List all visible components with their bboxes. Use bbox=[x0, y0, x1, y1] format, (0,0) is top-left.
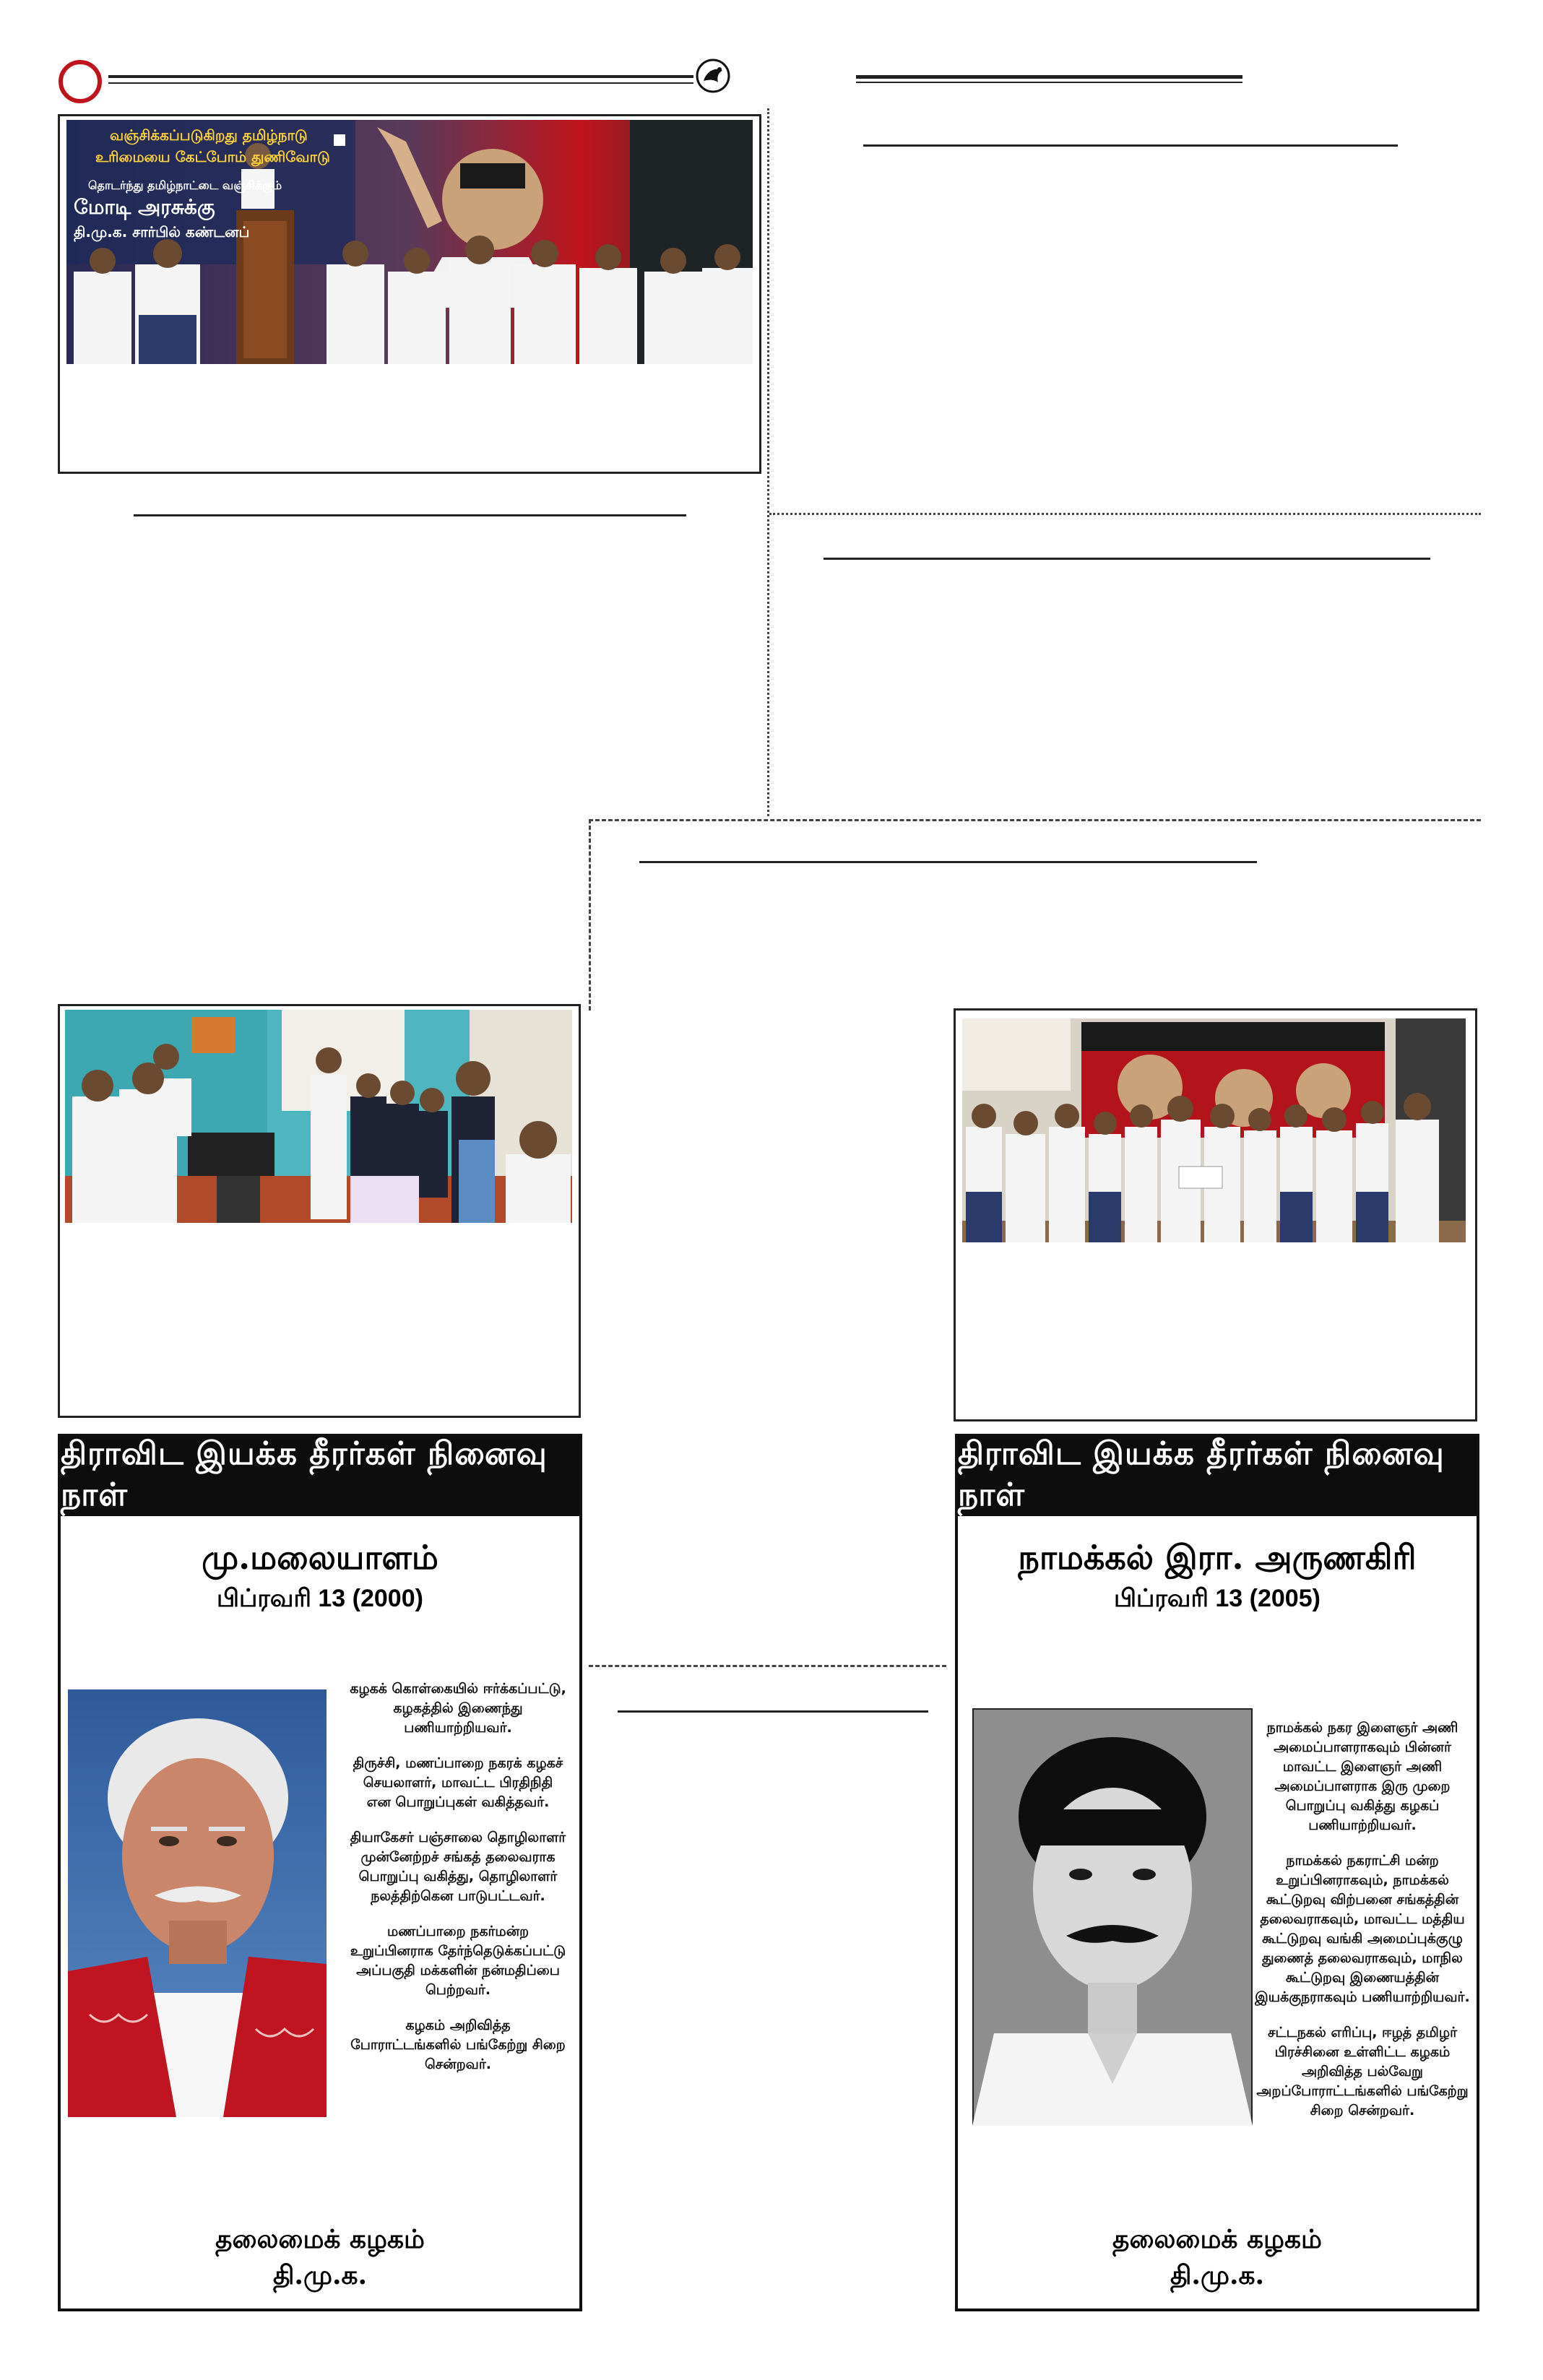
banner-line-1: வஞ்சிக்கப்படுகிறது தமிழ்நாடு bbox=[110, 126, 308, 144]
bio-paragraph: கழகக் கொள்கையில் ஈர்க்கப்பட்டு, கழகத்தில் இணைந்து பணியாற்றியவர். bbox=[350, 1681, 566, 1736]
memorial-bio bbox=[1254, 1718, 1471, 2137]
bio-paragraph: நாமக்கல் நகர இளைஞர் அணி அமைப்பாளராகவும் பின்னர் மாவட்ட இளைஞர் அணி அமைப்பாளராக இரு முறை பொறுப்பு வகித்து கழகப் பணியாற்றியவர். bbox=[1266, 1720, 1458, 1833]
portrait-arunagiri bbox=[972, 1708, 1253, 2126]
memorial-footer-line2: தி.மு.க. bbox=[1170, 2260, 1265, 2290]
memorial-date: பிப்ரவரி 13 (2000) bbox=[217, 1585, 423, 1612]
center-box-left-border bbox=[589, 819, 591, 1011]
bio-paragraph: திருச்சி, மணப்பாறை நகரக் கழகச் செயலாளர், மாவட்ட பிரதிநிதி என பொறுப்புகள் வகித்தவர். bbox=[353, 1755, 563, 1810]
memorial-header: திராவிட இயக்க தீரர்கள் நினைவு நாள் bbox=[61, 1437, 579, 1516]
center-box-top-border bbox=[589, 819, 1481, 821]
center-small-rule bbox=[618, 1710, 928, 1713]
memorial-footer-line2: தி.மு.க. bbox=[272, 2260, 368, 2290]
masthead-right-rule bbox=[856, 75, 1242, 79]
memorial-bio bbox=[350, 1679, 566, 2090]
memorial-footer-line1: தலைமைக் கழகம் bbox=[215, 2224, 425, 2254]
memorial-name: நாமக்கல் இரா. அருணகிரி bbox=[1018, 1538, 1417, 1577]
bio-paragraph: கழகம் அறிவித்த போராட்டங்களில் பங்கேற்று சிறை சென்றவர். bbox=[350, 2017, 566, 2072]
memorial-footer-line1: தலைமைக் கழகம் bbox=[1112, 2224, 1322, 2254]
stage-meeting-photo bbox=[66, 120, 753, 364]
headline-rule-right-2 bbox=[824, 558, 1430, 560]
column-divider-upper bbox=[767, 108, 769, 816]
masthead-rule-top bbox=[108, 75, 693, 78]
memorial-name: மு.மலையாளம் bbox=[202, 1538, 438, 1577]
memorial-header: திராவிட இயக்க தீரர்கள் நினைவு நாள் bbox=[958, 1437, 1477, 1516]
headline-rule-left-1 bbox=[134, 514, 686, 516]
red-circle-icon bbox=[58, 59, 103, 104]
party-emblem-icon bbox=[695, 58, 731, 94]
banner-line-3: தொடர்ந்து தமிழ்நாட்டை வஞ்சிக்கும் bbox=[88, 178, 282, 192]
bio-paragraph: தியாகேசர் பஞ்சாலை தொழிலாளர் முன்னேற்றச் சங்கத் தலைவராக பொறுப்பு வகித்து, தொழிலாளர் நலத்திற்கென பாடுபட்டவர். bbox=[350, 1830, 566, 1904]
bio-paragraph: நாமக்கல் நகராட்சி மன்ற உறுப்பினராகவும், நாமக்கல் கூட்டுறவு விற்பனை சங்கத்தின் தலைவராகவும், மாவட்ட மத்திய கூட்டுறவு வங்கி அமைப்புக்குழு துணைத் தலைவராகவும், மாநில கூட்டுறவு இணையத்தின் இயக்குநராகவும் பணியாற்றியவர். bbox=[1255, 1853, 1470, 2005]
banner-line-2: உரிமையை கேட்போம் துணிவோடு bbox=[95, 148, 330, 165]
bio-paragraph: சட்டநகல் எரிப்பு, ஈழத் தமிழர் பிரச்சினை உள்ளிட்ட கழகம் அறிவித்த பல்வேறு அறப்போராட்டங்களில் பங்கேற்று சிறை சென்றவர். bbox=[1256, 2025, 1469, 2119]
memorial-card-arunagiri bbox=[955, 1434, 1479, 2311]
masthead-right-rule-2 bbox=[856, 82, 1242, 83]
center-small-divider bbox=[589, 1665, 946, 1667]
memorial-card-malaiyalam bbox=[58, 1434, 582, 2311]
memorial-date: பிப்ரவரி 13 (2005) bbox=[1114, 1585, 1321, 1612]
headline-rule-right-1 bbox=[863, 144, 1398, 147]
group-handover-photo bbox=[962, 1018, 1466, 1242]
office-visit-photo bbox=[65, 1010, 572, 1223]
bio-paragraph: மணப்பாறை நகர்மன்ற உறுப்பினராக தேர்ந்தெடுக்கப்பட்டு அப்பகுதி மக்களின் நன்மதிப்பை பெற்றவர். bbox=[350, 1924, 566, 1998]
banner-line-4: மோடி அரசுக்கு bbox=[74, 195, 215, 219]
headline-rule-center bbox=[639, 861, 1257, 863]
portrait-malaiyalam bbox=[68, 1689, 327, 2117]
right-section-divider bbox=[769, 513, 1481, 515]
masthead-rule-bottom bbox=[108, 82, 693, 84]
banner-line-5: தி.மு.க. சார்பில் கண்டனப் bbox=[74, 223, 250, 241]
